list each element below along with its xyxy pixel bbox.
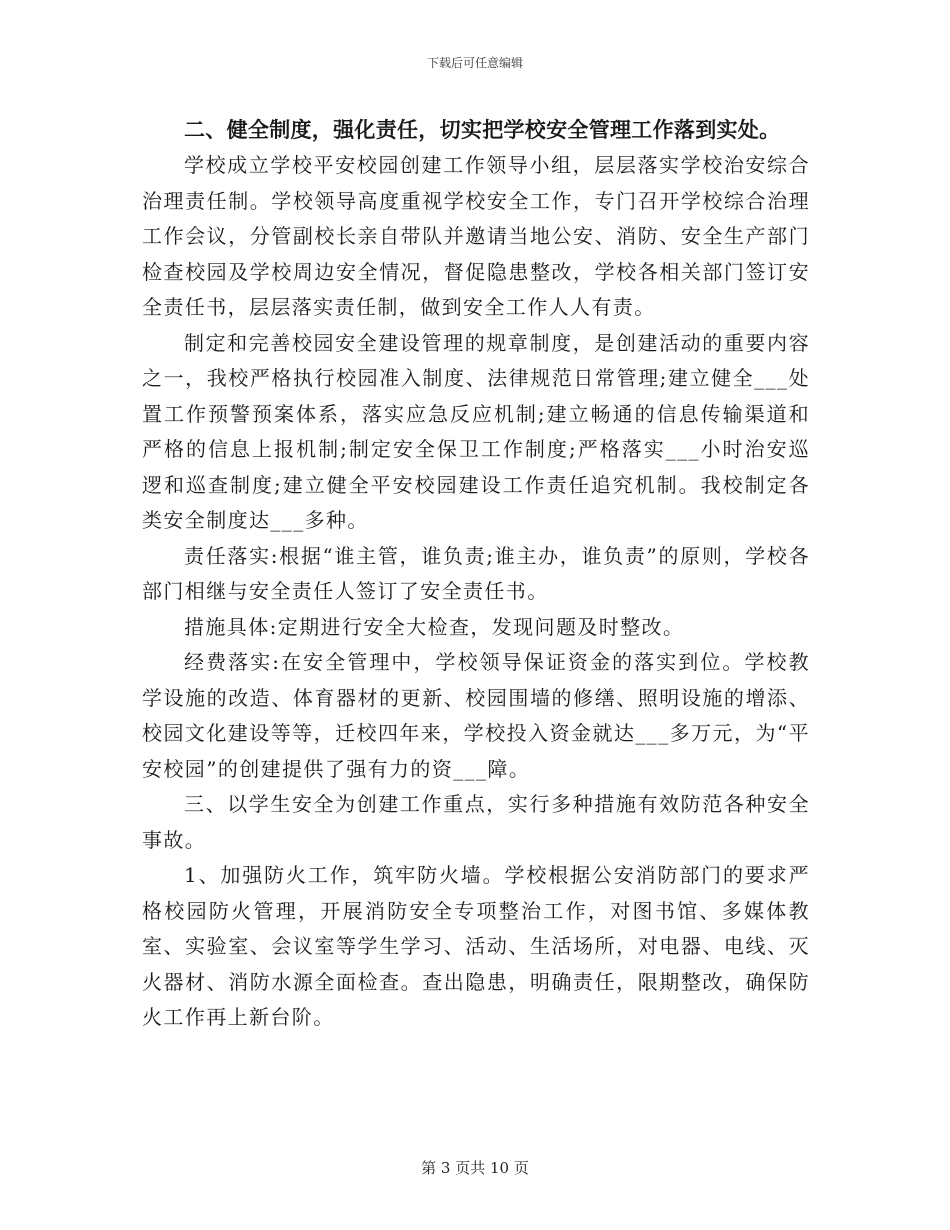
paragraph-section-three: 三、以学生安全为创建工作重点，实行多种措施有效防范各种安全事故。 <box>142 792 810 852</box>
paragraph-responsibility: 责任落实:根据“谁主管，谁负责;谁主办，谁负责”的原则，学校各部门相继与安全责任人签订了安全责任书。 <box>142 543 810 603</box>
paragraph-fire-prevention: 1、加强防火工作，筑牢防火墙。学校根据公安消防部门的要求严格校园防火管理，开展消防安全专项整治工作，对图书馆、多媒体教室、实验室、会议室等学生学习、活动、生活场所，对电器、电线、灭火器材、消防水源全面检查。查出隐患，明确责任，限期整改，确保防火工作再上新台阶。 <box>142 863 810 1029</box>
page-number: 第 3 页共 10 页 <box>421 1159 529 1177</box>
paragraph-measures: 措施具体:定期进行安全大检查，发现问题及时整改。 <box>184 614 685 639</box>
paragraph-leadership-group: 学校成立学校平安校园创建工作领导小组，层层落实学校治安综合治理责任制。学校领导高度重视学校安全工作，专门召开学校综合治理工作会议，分管副校长亲自带队并邀请当地公安、消防、安全生产部门检查校园及学校周边安全情况，督促隐患整改，学校各相关部门签订安全责任书，层层落实责任制，做到安全工作人人有责。 <box>142 153 810 319</box>
paragraph-rules-and-systems: 制定和完善校园安全建设管理的规章制度，是创建活动的重要内容之一，我校严格执行校园准入制度、法律规范日常管理;建立健全___处置工作预警预案体系，落实应急反应机制;建立畅通的信息传输渠道和严格的信息上报机制;制定安全保卫工作制度;严格落实___小时治安巡逻和巡查制度;建立健全平安校园建设工作责任追究机制。我校制定各类安全制度达___多种。 <box>142 330 810 532</box>
page-header-note: 下载后可任意编辑 <box>426 56 523 70</box>
document-body <box>142 112 810 1036</box>
paragraph-funding: 经费落实:在安全管理中，学校领导保证资金的落实到位。学校教学设施的改造、体育器材的更新、校园围墙的修缮、照明设施的增添、校园文化建设等等，迁校四年来，学校投入资金就达___多万元，为“平安校园”的创建提供了强有力的资___障。 <box>142 650 810 781</box>
section-heading: 二、健全制度，强化责任，切实把学校安全管理工作落到实处。 <box>184 118 781 142</box>
